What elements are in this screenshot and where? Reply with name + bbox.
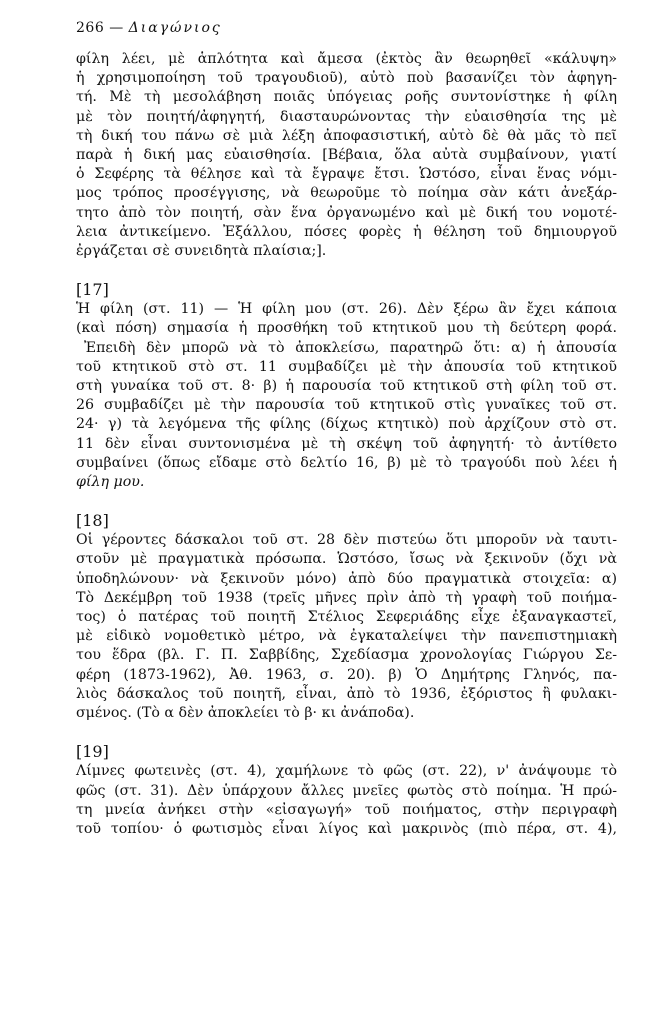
text-line: Τὸ Δεκέμβρη τοῦ 1938 (τρεῖς μῆνες πρὶν ἀπὸ τὴ γραφὴ τοῦ ποιήμα-: [76, 589, 617, 606]
text-line: Οἱ γέροντες δάσκαλοι τοῦ στ. 28 δὲν πιστεύω ὅτι μποροῦν νὰ ταυτι-: [76, 532, 617, 549]
note-19-paragraph: [76, 762, 617, 839]
text-line: συμβαίνει (ὅπως εἴδαμε στὸ δελτίο 16, β) μὲ τὸ τραγούδι ποὺ λέει ἡ: [76, 454, 617, 471]
text-line: 11 δὲν εἶναι συντονισμένα μὲ τὴ σκέψη τοῦ ἀφηγητή· τὸ ἀντίθετο: [76, 435, 617, 452]
note-17-paragraph: [76, 300, 617, 492]
text-line: ὁ Σεφέρης τὰ θέλησε καὶ τὰ ἔγραψε ἔτσι. Ὡστόσο, εἶναι ἕνας νόμι-: [76, 166, 617, 183]
text-line: τος) ὁ πατέρας τοῦ ποιητῆ Στέλιος Σεφεριάδης εἶχε ἐξαναγκαστεῖ,: [76, 609, 617, 626]
text-line: Ἐπειδὴ δὲν μπορῶ νὰ τὸ ἀποκλείσω, παρατηρῶ ὅτι: α) ἡ ἀπουσία: [84, 339, 617, 356]
text-line: τητο ἀπὸ τὸν ποιητή, σὰν ἕνα ὀργανωμένο καὶ μὲ δική του νομοτέ-: [76, 204, 617, 221]
text-line: τη μνεία ἀνήκει στὴν «εἰσαγωγή» τοῦ ποιήματος, στὴν περιγραφὴ: [76, 801, 617, 818]
running-title: Διαγώνιος: [128, 20, 222, 36]
text-line: του ἕδρα (βλ. Γ. Π. Σαββίδης, Σχεδίασμα χρονολογίας Γιώργου Σε-: [76, 647, 617, 664]
text-line: παρὰ ἡ δική μας εὐαισθησία. [Βέβαια, ὅλα αὐτὰ συμβαίνουν, γιατί: [76, 147, 617, 164]
text-line: Ἡ φίλη (στ. 11) — Ἡ φίλη μου (στ. 26). Δὲν ξέρω ἂν ἔχει κάποια: [76, 301, 617, 318]
page-number: 266: [76, 20, 105, 36]
text-line: μὲ τὸν ποιητή/ἀφηγητή, διασταυρώνοντας τὴν εὐαισθησία της μὲ: [76, 108, 617, 125]
note-number-18: [18]: [76, 511, 109, 531]
text-line: Λίμνες φωτεινὲς (στ. 4), χαμήλωνε τὸ φῶς (στ. 22), ν' ἀνάψουμε τὸ: [76, 763, 617, 780]
text-line: ἐργάζεται σὲ συνειδητὰ πλαίσια;].: [76, 243, 327, 260]
note-number-19: [19]: [76, 742, 109, 762]
text-line: 24· γ) τὰ λεγόμενα τῆς φίλης (δίχως κτητικὸ) ποὺ ἀρχίζουν στὸ στ.: [76, 416, 617, 433]
note-number-17: [17]: [76, 280, 109, 300]
text-line: στοῦν μὲ πραγματικὰ πρόσωπα. Ὡστόσο, ἴσως νὰ ξεκινοῦν (ὄχι νὰ: [76, 551, 617, 568]
text-line: τοῦ κτητικοῦ στὸ στ. 11 συμβαδίζει μὲ τὴν ἀπουσία τοῦ κτητικοῦ: [76, 358, 617, 375]
text-line: σμένος. (Τὸ α δὲν ἀποκλείει τὸ β· κι ἀνάποδα).: [76, 705, 415, 722]
text-line: μὲ εἰδικὸ νομοθετικὸ μέτρο, νὰ ἐγκαταλείψει τὴν πανεπιστημιακὴ: [76, 628, 617, 645]
text-line: ἡ χρησιμοποίηση τοῦ τραγουδιοῦ), αὐτὸ ποὺ βασανίζει τὸν ἀφηγη-: [76, 70, 617, 87]
text-line: λεια ἀντικείμενο. Ἐξάλλου, πόσες φορὲς ἡ θέληση τοῦ δημιουργοῦ: [76, 223, 617, 240]
running-header: [76, 20, 617, 36]
text-line: φίλη μου.: [76, 474, 145, 491]
intro-paragraph: [76, 50, 617, 261]
text-line: μος τρόπος προσέγγισης, νὰ θεωροῦμε τὸ ποίημα σὰν κάτι ἀνεξάρ-: [76, 185, 617, 202]
note-18-paragraph: [76, 531, 617, 723]
header-separator: —: [109, 20, 124, 36]
text-line: λιὸς δάσκαλος τοῦ ποιητῆ, εἶναι, ἀπὸ τὸ 1936, ἐξόριστος ἢ φυλακι-: [76, 685, 617, 702]
text-line: τή. Μὲ τὴ μεσολάβηση ποιᾶς ὑπόγειας ροῆς συντονίστηκε ἡ φίλη: [76, 89, 617, 106]
text-line: (καὶ πόση) σημασία ἡ προσθήκη τοῦ κτητικοῦ μου τὴ δεύτερη φορά.: [76, 320, 617, 337]
text-line: τοῦ τοπίου· ὁ φωτισμὸς εἶναι λίγος καὶ μακρινὸς (πιὸ πέρα, στ. 4),: [76, 820, 617, 837]
text-line: τὴ δική του πάνω σὲ μιὰ λέξη ἀποφασιστική, αὐτὸ δὲ θὰ μᾶς τὸ πεῖ: [76, 127, 617, 144]
text-line: 26 συμβαδίζει μὲ τὴν παρουσία τοῦ κτητικοῦ στὶς γυναῖκες τοῦ στ.: [76, 397, 617, 414]
text-line: φέρη (1873-1962), Ἀθ. 1963, σ. 20). β) Ὁ Δημήτρης Γληνός, πα-: [76, 666, 617, 683]
text-line: στὴ γυναίκα τοῦ στ. 8· β) ἡ παρουσία τοῦ κτητικοῦ στὴ φίλη τοῦ στ.: [76, 378, 617, 395]
text-line: ὑποδηλώνουν· νὰ ξεκινοῦν μόνο) ἀπὸ δύο πραγματικὰ στοιχεῖα: α): [76, 570, 617, 587]
text-line: φίλη λέει, μὲ ἁπλότητα καὶ ἄμεσα (ἐκτὸς ἂν θεωρηθεῖ «κάλυψη»: [76, 51, 617, 67]
text-line: φῶς (στ. 31). Δὲν ὑπάρχουν ἄλλες μνεῖες φωτὸς στὸ ποίημα. Ἡ πρώ-: [76, 782, 617, 799]
